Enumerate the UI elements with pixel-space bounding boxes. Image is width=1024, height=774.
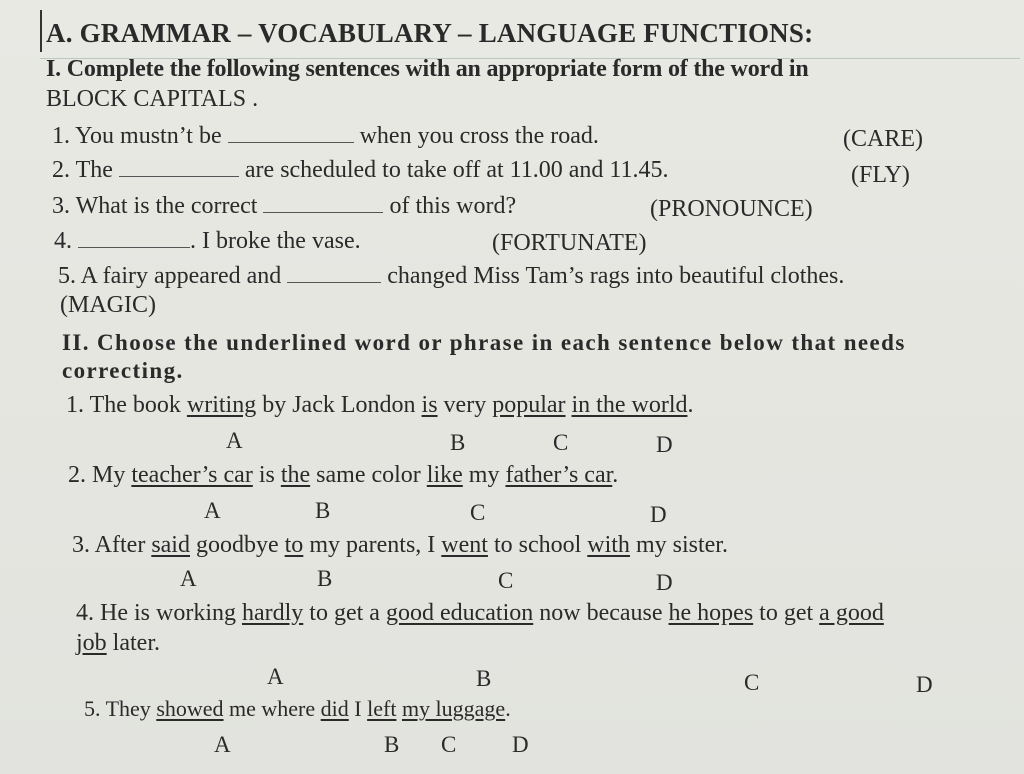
label-d: D xyxy=(650,502,667,527)
option-c[interactable]: went xyxy=(441,532,488,558)
option-a[interactable]: hardly xyxy=(241,600,304,626)
option-a[interactable]: said xyxy=(151,532,190,558)
label-c: C xyxy=(441,732,457,757)
p2-sentence-5: 5. They showed me where did I left my luggage. xyxy=(84,696,511,721)
label-b: B xyxy=(315,498,331,523)
option-d[interactable]: father’s car xyxy=(505,462,613,488)
p1-word-2: (FLY) xyxy=(851,162,910,188)
option-b[interactable]: did xyxy=(320,696,349,721)
label-b: B xyxy=(317,566,333,591)
label-a: A xyxy=(226,428,243,453)
option-d[interactable]: a good xyxy=(819,600,884,626)
answer-blank-5[interactable] xyxy=(287,262,381,283)
label-d: D xyxy=(512,732,529,757)
p1-item-4: 4. . I broke the vase. xyxy=(54,228,361,254)
label-c: C xyxy=(744,670,760,695)
label-a: A xyxy=(204,498,221,523)
p2-sentence-3: 3. After said goodbye to my parents, I went to school with my sister. xyxy=(72,532,728,558)
option-a[interactable]: showed xyxy=(156,696,224,721)
p1-item-1: 1. You mustn’t be when you cross the road. xyxy=(52,123,599,149)
answer-blank-1[interactable] xyxy=(228,122,354,143)
label-a: A xyxy=(214,732,231,757)
label-d: D xyxy=(656,432,673,457)
p1-item-3: 3. What is the correct of this word? xyxy=(52,193,517,219)
label-b: B xyxy=(384,732,400,757)
p1-item-2: 2. The are scheduled to take off at 11.00 and 11.45. xyxy=(52,157,669,183)
option-d[interactable]: my luggage xyxy=(401,696,506,721)
section-heading: A. GRAMMAR – VOCABULARY – LANGUAGE FUNCTIONS: xyxy=(46,18,814,48)
option-b[interactable]: to xyxy=(284,532,304,558)
p2-sentence-1: 1. The book writing by Jack London is very popular in the world. xyxy=(66,392,694,418)
label-d: D xyxy=(916,672,933,697)
option-b[interactable]: good education xyxy=(385,600,534,626)
p2-sentence-2: 2. My teacher’s car is the same color like my father’s car. xyxy=(68,462,619,488)
p1-word-5: (MAGIC) xyxy=(60,292,156,318)
option-c[interactable]: popular xyxy=(492,392,566,418)
option-d[interactable]: in the world xyxy=(571,392,688,418)
p2-sentence-4: 4. He is working hardly to get a good education now because he hopes to get a good xyxy=(76,600,884,626)
p1-word-4: (FORTUNATE) xyxy=(492,230,647,256)
part1-title-line2: BLOCK CAPITALS . xyxy=(46,86,259,112)
option-d-cont[interactable]: job xyxy=(76,630,107,656)
label-a: A xyxy=(180,566,197,591)
label-c: C xyxy=(470,500,486,525)
option-b[interactable]: is xyxy=(421,392,438,418)
part1-title-line1: I. Complete the following sentences with an appropriate form of the word in xyxy=(46,56,809,82)
label-d: D xyxy=(656,570,673,595)
p1-word-1: (CARE) xyxy=(843,126,923,152)
option-d[interactable]: with xyxy=(587,532,630,558)
option-a[interactable]: teacher’s car xyxy=(131,462,253,488)
label-c: C xyxy=(498,568,514,593)
part2-title-line2: correcting. xyxy=(62,358,184,383)
option-c[interactable]: he hopes xyxy=(668,600,754,626)
answer-blank-4[interactable] xyxy=(78,227,190,248)
p2-sentence-4-cont: job later. xyxy=(76,630,160,656)
label-c: C xyxy=(553,430,569,455)
option-b[interactable]: the xyxy=(280,462,311,488)
answer-blank-3[interactable] xyxy=(263,192,383,213)
label-b: B xyxy=(476,666,492,691)
p1-item-5: 5. A fairy appeared and changed Miss Tam’s rags into beautiful clothes. xyxy=(58,263,845,289)
answer-blank-2[interactable] xyxy=(119,156,239,177)
part2-title-line1: II. Choose the underlined word or phrase in each sentence below that needs xyxy=(62,330,906,355)
label-a: A xyxy=(267,664,284,689)
option-c[interactable]: like xyxy=(426,462,463,488)
label-b: B xyxy=(450,430,466,455)
text-cursor xyxy=(40,10,42,52)
option-c[interactable]: left xyxy=(367,696,397,721)
option-a[interactable]: writing xyxy=(186,392,257,418)
p1-word-3: (PRONOUNCE) xyxy=(650,196,813,222)
